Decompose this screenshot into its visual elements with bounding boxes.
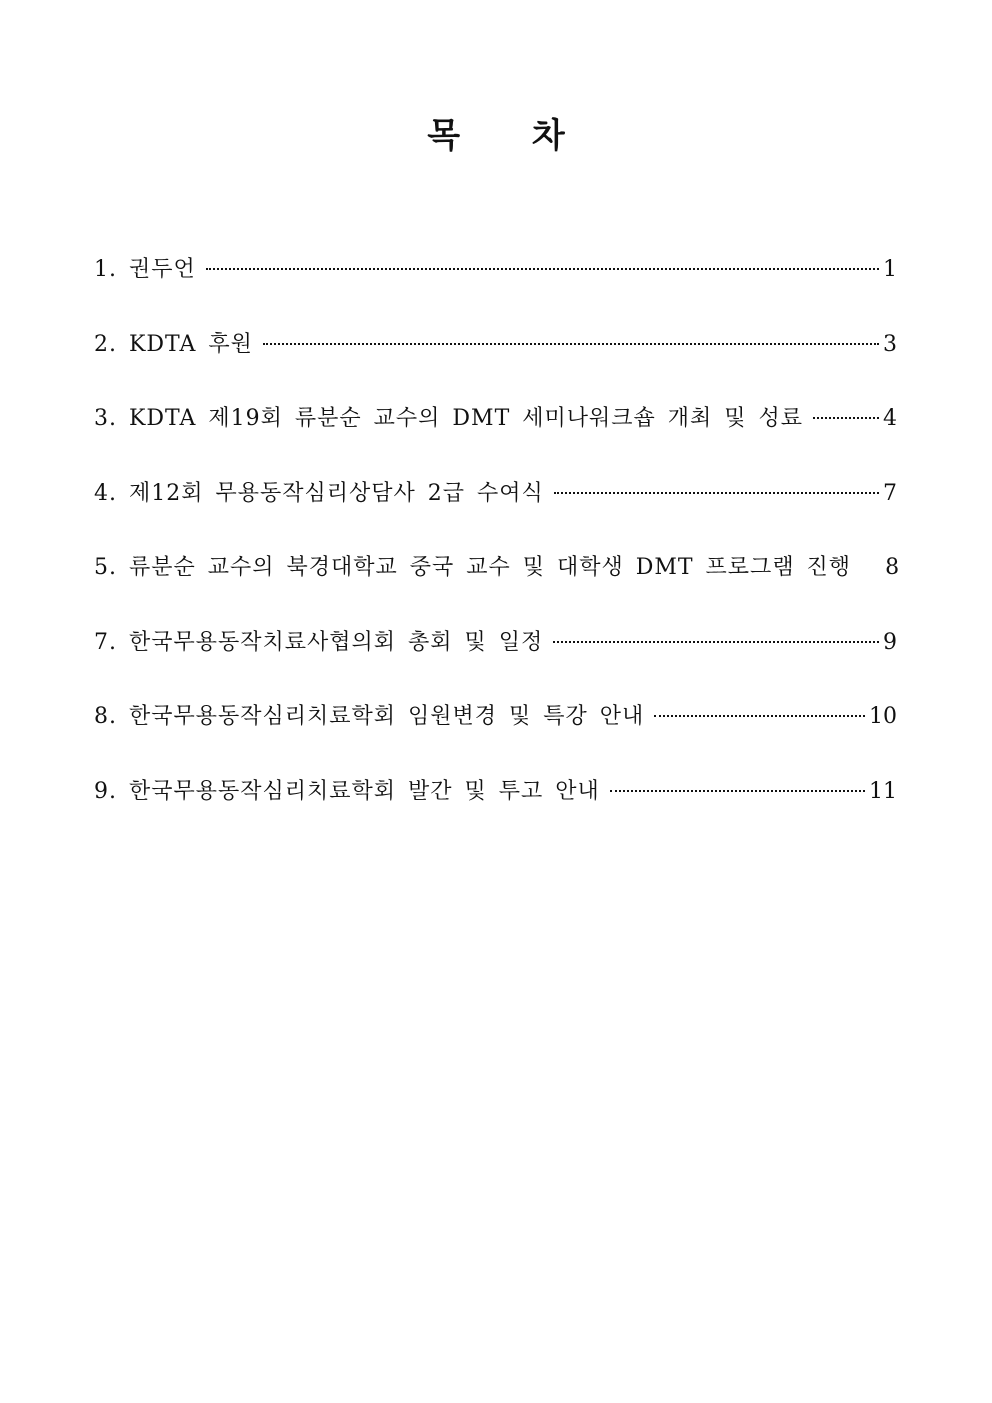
dot-leader [813,417,879,419]
toc-entry [94,621,897,696]
toc-entry-title: 2. KDTA 후원 [94,331,253,357]
toc-page-number: 8 [885,555,900,580]
toc-page-number: 11 [869,778,897,804]
toc-entry [94,323,897,398]
dot-leader [610,790,865,792]
toc-entry [94,770,897,845]
toc-page-number: 4 [883,406,897,431]
dot-leader [554,492,879,494]
toc-entry-title: 9. 한국무용동작심리치료학회 발간 및 투고 안내 [94,778,600,804]
toc-page-number: 10 [869,704,897,729]
toc-entry-title: 1. 권두언 [94,257,196,282]
toc-entry-title: 7. 한국무용동작치료사협의회 총회 및 일정 [94,629,544,655]
toc-page-number: 3 [883,331,897,357]
toc-entry [94,546,900,621]
toc-page-number: 1 [883,257,897,282]
dot-leader [654,715,865,717]
toc-entry-title: 4. 제12회 무용동작심리상담사 2급 수여식 [94,480,544,506]
toc-entry-title: 3. KDTA 제19회 류분순 교수의 DMT 세미나워크숍 개최 및 성료 [94,406,803,431]
page-title: 목 차 [427,116,595,156]
toc-entry-title: 5. 류분순 교수의 북경대학교 중국 교수 및 대학생 DMT 프로그램 진행 [94,555,852,580]
toc-page-number: 7 [883,480,897,506]
toc-entry [94,248,897,323]
dot-leader [553,641,879,643]
toc-entry [94,472,897,547]
dot-leader [206,268,879,270]
dot-leader [861,566,881,568]
toc-entry [94,397,897,472]
table-of-contents [94,248,900,844]
toc-entry-title: 8. 한국무용동작심리치료학회 임원변경 및 특강 안내 [94,704,645,729]
toc-entry [94,695,897,770]
toc-page-number: 9 [883,629,897,655]
dot-leader [263,343,879,345]
